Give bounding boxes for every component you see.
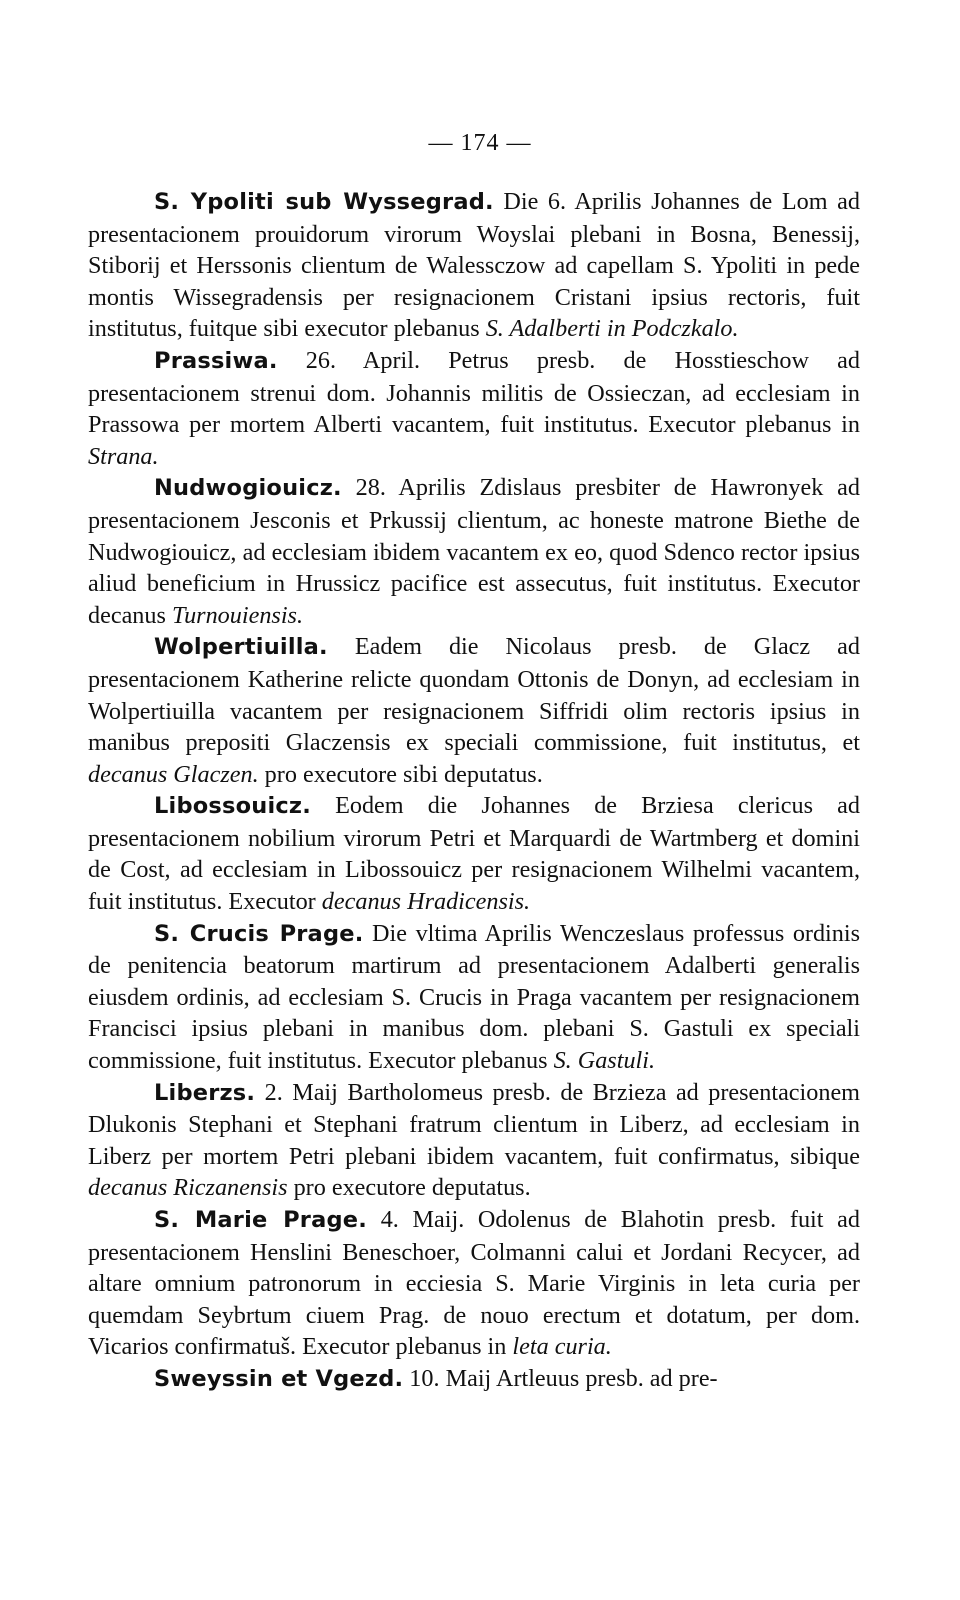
entry-heading: Sweyssin et Vgezd. [154,1365,404,1392]
entry-text: 2. Maij Bartholomeus presb. de Brzieza ad presentacionem Dlukonis Stephani et Stephani fratrum clientum in Liberz, ad ecclesiam in Liberz per mortem Petri plebani ibidem vacantem, fuit confirmatus, sibique [88,1078,860,1170]
entry-text: Eodem die Johannes de Brziesa clericus ad presentacionem nobilium virorum Petri et Marquardi de Wartmberg et domini de Cost, ad ecclesiam in Libossouicz per resignacionem Wilhelmi vacantem, fuit institutus. Executor [88,792,860,916]
entry-text: 28. Aprilis Zdislaus presbiter de Hawronyek ad presentacionem Jesconis et Prkussij clientum, ac honeste matrone Biethe de Nudwogiouicz, ad ecclesiam ibidem vacantem ex eo, quod Sdenco rector ipsius aliud beneficium in Hrussicz pacifice est assecutus, fuit institutus. Executor decanus [88,474,860,629]
entry-italic-text: S. Gastuli. [553,1047,656,1075]
entry-tail-text: pro executore deputatus. [287,1174,531,1202]
entry-italic-text: Strana. [88,442,159,470]
entry-heading: S. Ypoliti sub Wyssegrad. [154,189,494,215]
entry-italic-text: leta curia. [512,1333,612,1361]
entry-nudwogiouicz [88,472,860,631]
entry-ypoliti [88,186,860,345]
entry-italic-text: Turnouiensis. [171,601,303,629]
entry-text: Eadem die Nicolaus presb. de Glacz ad presentacionem Katherine relicte quondam Ottonis de Donyn, ad ecclesiam in Wolpertiuilla vacantem per resignacionem Siffridi olim rectoris ipsius in manibus prepositi Glaczensis ex speciali commissione, fuit institutus, et [88,633,860,757]
entry-heading: S. Marie Prage. [154,1207,368,1233]
entry-sweyssin-vgezd [88,1363,860,1396]
entry-italic-text: decanus Riczanensis [88,1174,288,1202]
entry-libossouicz [88,790,860,917]
entry-heading: S. Crucis Prage. [154,920,364,947]
entry-tail-text: pro executore sibi deputatus. [258,760,543,788]
entry-italic-text: decanus Hradicensis. [321,888,531,916]
page-number: — 174 — [428,130,532,156]
entry-liberzs [88,1077,860,1204]
entry-text: 4. Maij. Odolenus de Blahotin presb. fuit ad presentacionem Henslini Beneschoer, Colmanni calui et Jordani Recycer, ad altare omnium patronorum in ecciesia S. Marie Virginis in leta curia per quemdam Seybrtum ciuem Prag. de nouo erectum et dotatum, per dom. Vicarios confirmatuš. Executor plebanus in [88,1206,861,1361]
entry-italic-text: S. Adalberti in Podczkalo. [485,315,739,343]
entry-heading: Liberzs. [154,1079,256,1106]
entry-heading: Wolpertiuilla. [154,634,328,661]
entry-wolpertiuilla [88,631,860,790]
entry-text: Die vltima Aprilis Wenczeslaus professus ordinis de penitencia beatorum martirum ad presentacionem Adalberti generalis eiusdem ordinis, ad ecclesiam S. Crucis in Praga vacantem per resignacionem Francisci ipsius plebani in manibus dom. plebani S. Gastuli ex speciali commissione, fuit institutus. Executor plebanus [88,919,861,1075]
entry-marie-prage [88,1204,860,1363]
entry-prassiwa [88,345,860,472]
entry-text: 10. Maij Artleuus presb. ad pre- [403,1364,718,1392]
document-body [88,186,860,1396]
entry-text: Die 6. Aprilis Johannes de Lom ad presentacionem prouidorum virorum Woyslai plebani in Bosna, Benessij, Stiborij et Herssonis clientum de Walessczow ad capellam S. Ypoliti in pede montis Wissegradensis per resignacionem Cristani ipsius rectoris, fuit institutus, fuitque sibi executor plebanus [88,188,860,343]
entry-italic-text: decanus Glaczen. [88,760,259,788]
entry-crucis-prage [88,918,860,1077]
entry-heading: Prassiwa. [154,347,278,374]
entry-text: 26. April. Petrus presb. de Hosstieschow ad presentacionem strenui dom. Johannis militis de Ossieczan, ad ecclesiam in Prassowa per mortem Alberti vacantem, fuit institutus. Executor plebanus in [88,346,860,439]
entry-heading: Nudwogiouicz. [154,475,342,502]
entry-heading: Libossouicz. [154,793,311,820]
